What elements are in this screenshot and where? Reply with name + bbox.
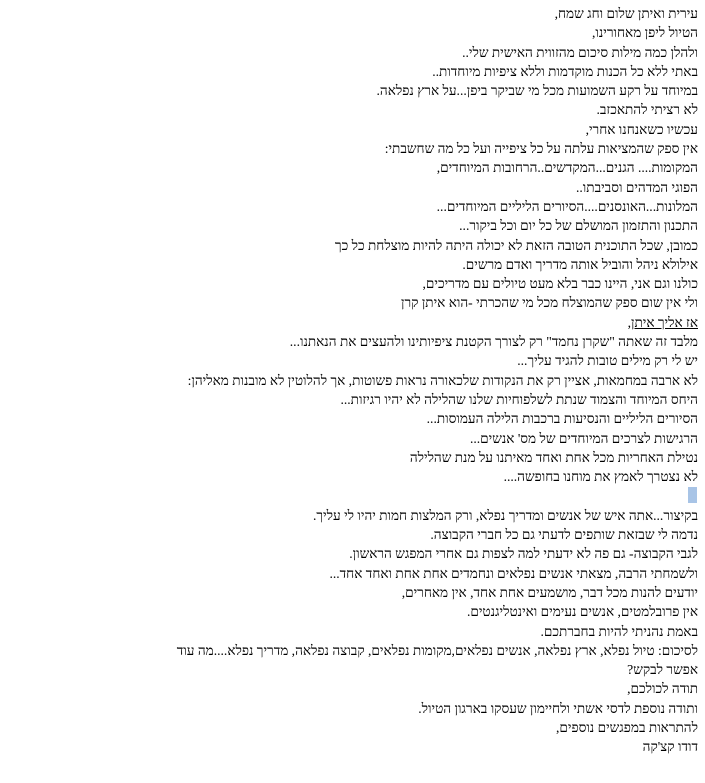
text-line: באמת נהניתי להיות בחברתכם. bbox=[540, 623, 698, 639]
text-line: ולשמחתי הרבה, מצאתי אנשים נפלאים ונחמדים אחת אחת ואחד אחד... bbox=[329, 565, 698, 581]
text-line: לא ארבה במחמאות, אציין רק את הנקודות שלכאורה נראות פשוטות, אך להלוטין לא מובנות מאליהן: bbox=[187, 372, 698, 388]
underlined-heading bbox=[0, 313, 698, 332]
text-line: כולנו וגם אני, היינו כבר בלא מעט טיולים עם מדריכים, bbox=[422, 276, 698, 292]
text-line: התכנון והתזמון המושלם של כל יום וכל ביקור... bbox=[459, 218, 698, 234]
heading-text: אז אליך איתן, bbox=[627, 314, 698, 330]
text-line: מלבד זה שאתה "שקרן נחמד" רק לצורך הקטנת ציפיותינו ולהעצים את הנאתנו... bbox=[289, 334, 698, 350]
text-line: אילולא ניהל והוביל אותה מדריך ואדם מרשים. bbox=[462, 256, 698, 272]
text-line: נטילת האחריות מכל אחת ואחד מאיתנו על מנת שהלילה bbox=[409, 449, 698, 465]
text-line: בקיצור...אתה איש של אנשים ומדריך נפלא, ורק המלצות חמות יהיו לי עליך. bbox=[312, 507, 698, 523]
signature-line: דודו קצ'קה bbox=[642, 739, 698, 755]
text-line: יודעים להנות מכל דבר, מושמעים אחת אחד, אין מאחרים, bbox=[401, 584, 698, 600]
text-line: הרגישות לצרכים המיוחדים של מס' אנשים... bbox=[469, 430, 698, 446]
text-line: הסיורים הליליים והנסיעות ברכבות הלילה העמוסות... bbox=[426, 411, 698, 427]
text-line: ולי אין שום ספק שהמוצלח מכל מי שהכרתי -הוא איתן קרן bbox=[401, 295, 698, 311]
text-line: הטיול ליפן מאחורינו, bbox=[591, 25, 698, 41]
text-line: לגבי הקבוצה- גם פה לא ידעתי למה לצפות גם אחרי המפגש הראשון. bbox=[349, 546, 698, 562]
text-line: הפוגי המדהים וסביבתו.. bbox=[576, 179, 698, 195]
text-line: במיוחד על רקע השמועות מכל מי שביקר ביפן...על ארץ נפלאה. bbox=[376, 83, 698, 99]
document-body bbox=[0, 4, 698, 757]
text-line: ולהלן כמה מילות סיכום מהזווית האישית שלי.. bbox=[462, 44, 698, 60]
text-line: המקומות.... הגנים...המקדשים..הרחובות המיוחדים, bbox=[436, 160, 698, 176]
text-cursor-selection bbox=[688, 487, 697, 503]
text-line: היחס המיוחד והצמוד שנתת לשלפוחיות שלנו שהלילה לא יהיו רגיזות... bbox=[340, 391, 698, 407]
text-line: לא נצטרך לאמץ את מוחנו בחופשה.... bbox=[503, 469, 698, 485]
text-line: אפשר לבקש? bbox=[627, 662, 698, 678]
letter-paragraph-1 bbox=[0, 4, 698, 313]
letter-paragraph-2 bbox=[0, 332, 698, 486]
empty-line-with-cursor[interactable] bbox=[0, 486, 698, 505]
text-line: אין פרובלמטים, אנשים נעימים ואינטליגנטים. bbox=[466, 604, 698, 620]
letter-paragraph-3 bbox=[0, 506, 698, 757]
text-line: לא רציתי להתאכזב. bbox=[596, 102, 698, 118]
text-line: כמובן, שכל התוכנית הטובה הזאת לא יכולה היתה להיות מוצלחת כל כך bbox=[334, 237, 698, 253]
text-line: להתראות במפגשים נוספים, bbox=[556, 719, 698, 735]
text-line: עכשיו כשאנחנו אחרי, bbox=[585, 121, 698, 137]
text-line: עירית ואיתן שלום וחג שמח, bbox=[554, 6, 698, 21]
text-line: ותודה נוספת לדסי אשתי ולחיימון שעסקו בארגון הטיול. bbox=[418, 700, 698, 716]
text-line: תודה לכולכם, bbox=[627, 681, 698, 697]
text-line: אין ספק שהמציאות עלתה על כל ציפייה ועל כל מה שחשבתי: bbox=[384, 141, 698, 157]
text-line: נדמה לי שבזאת שותפים לדעתי גם כל חברי הקבוצה. bbox=[430, 527, 698, 543]
text-line: לסיכום: טיול נפלא, ארץ נפלאה, אנשים נפלאים,מקומות נפלאים, קבוצה נפלאה, מדריך נפלא....מה עוד bbox=[176, 642, 698, 658]
text-line: באתי ללא כל הכנות מוקדמות וללא ציפיות מיוחדות.. bbox=[432, 63, 698, 79]
text-line: המלונות...האונסנים....הסיורים הליליים המיוחדים... bbox=[436, 198, 698, 214]
text-line: יש לי רק מילים טובות להגיד עליך... bbox=[517, 353, 698, 369]
